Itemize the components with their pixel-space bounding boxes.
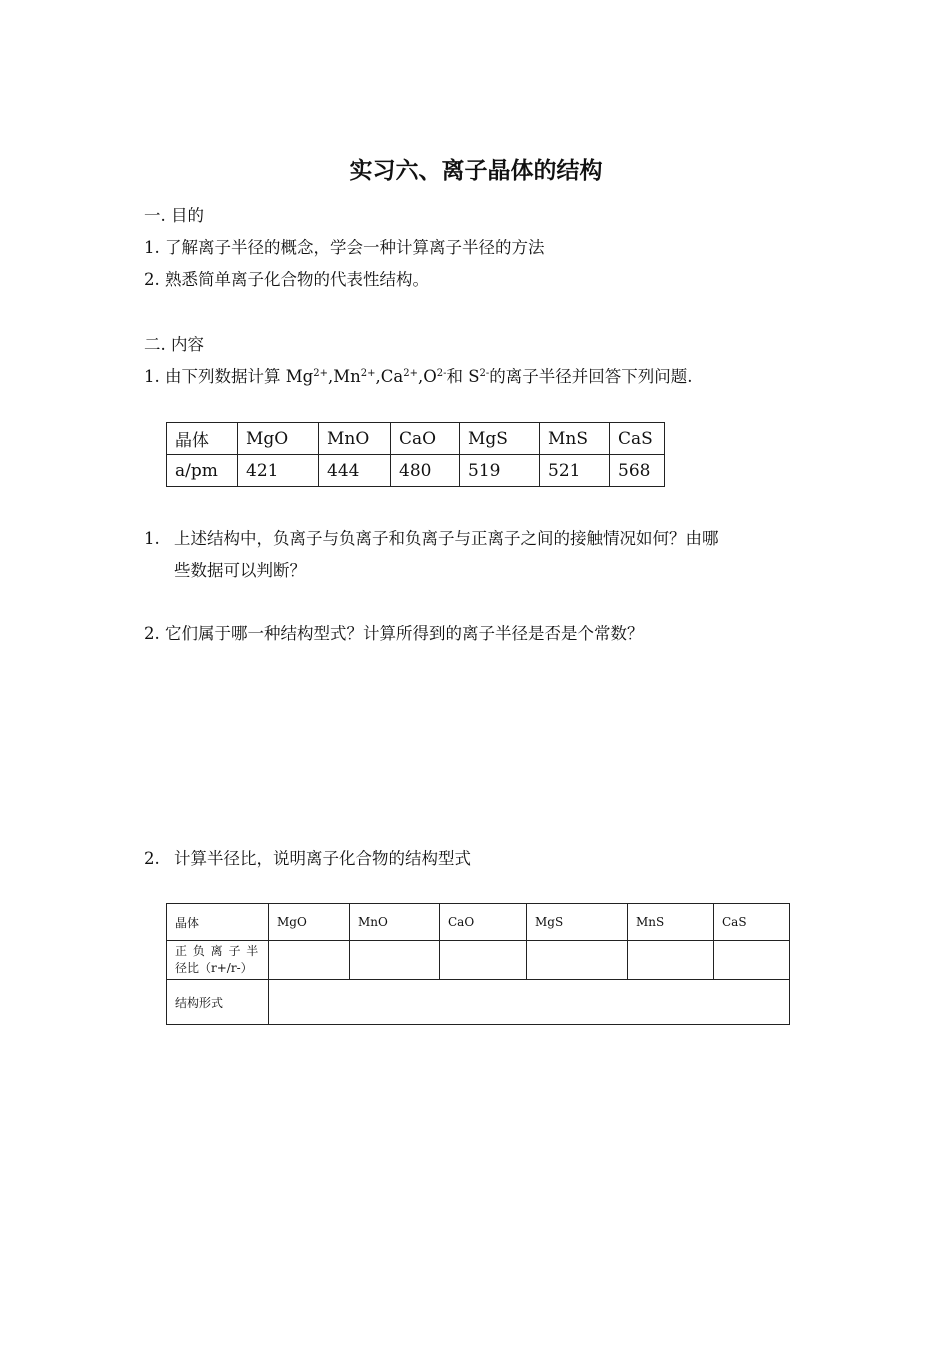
table-cell: 结构形式 — [167, 980, 269, 1025]
ratio-label-line-2: 径比（r+/r-） — [175, 961, 253, 975]
table-cell: 568 — [610, 455, 665, 487]
lattice-constant-table — [166, 422, 665, 487]
table-row — [167, 980, 790, 1025]
page-title: 实习六、离子晶体的结构 — [349, 157, 603, 184]
table-header-cell: MgO — [269, 904, 350, 941]
table-cell — [714, 941, 790, 980]
purpose-item-1: 1. 了解离子半径的概念，学会一种计算离子半径的方法 — [144, 238, 545, 257]
table-cell — [269, 941, 350, 980]
table-row — [167, 941, 790, 980]
table-header-cell: 晶体 — [167, 423, 238, 455]
question-1-number: 1. — [144, 529, 160, 548]
task-2-text: 计算半径比，说明离子化合物的结构型式 — [174, 849, 471, 868]
table-header-cell: CaO — [391, 423, 460, 455]
table-header-cell: MnS — [540, 423, 610, 455]
question-2: 2. 它们属于哪一种结构型式？计算所得到的离子半径是否是个常数？ — [144, 624, 644, 643]
table-header-cell: MnO — [319, 423, 391, 455]
table-cell — [350, 941, 440, 980]
table-cell — [269, 980, 790, 1025]
table-header-cell: MgO — [238, 423, 319, 455]
table-header-cell: CaO — [440, 904, 527, 941]
table-cell: 444 — [319, 455, 391, 487]
table-cell — [440, 941, 527, 980]
table-cell — [527, 941, 628, 980]
table-cell — [167, 941, 269, 980]
table-header-cell: MnO — [350, 904, 440, 941]
table-row — [167, 904, 790, 941]
purpose-item-2: 2. 熟悉简单离子化合物的代表性结构。 — [144, 270, 429, 289]
table-header-cell: CaS — [610, 423, 665, 455]
ratio-label-line-1: 正 负 离 子 半 — [175, 944, 260, 958]
section-heading-purpose: 一. 目的 — [144, 206, 204, 225]
task-2-number: 2. — [144, 849, 160, 868]
section-heading-content: 二. 内容 — [144, 335, 204, 354]
content-intro: 1. 由下列数据计算 $Mg^{2+},Mn^{2+},Ca^{2+},O^{2-}$和 $S^{2-}$的离子半径并回答下列问题. — [144, 367, 693, 386]
table-cell: 521 — [540, 455, 610, 487]
table-header-cell: MgS — [460, 423, 540, 455]
table-cell: 480 — [391, 455, 460, 487]
question-1-line-2: 些数据可以判断？ — [174, 561, 306, 580]
table-cell: 421 — [238, 455, 319, 487]
table-header-cell: 晶体 — [167, 904, 269, 941]
question-1-line-1: 上述结构中，负离子与负离子和负离子与正离子之间的接触情况如何？由哪 — [174, 529, 719, 548]
table-header-cell: MnS — [628, 904, 714, 941]
table-cell: a/pm — [167, 455, 238, 487]
table-header-cell: MgS — [527, 904, 628, 941]
table-cell: 519 — [460, 455, 540, 487]
table-header-cell: CaS — [714, 904, 790, 941]
table-row — [167, 423, 665, 455]
table-cell — [628, 941, 714, 980]
radius-ratio-table — [166, 903, 790, 1025]
table-row — [167, 455, 665, 487]
